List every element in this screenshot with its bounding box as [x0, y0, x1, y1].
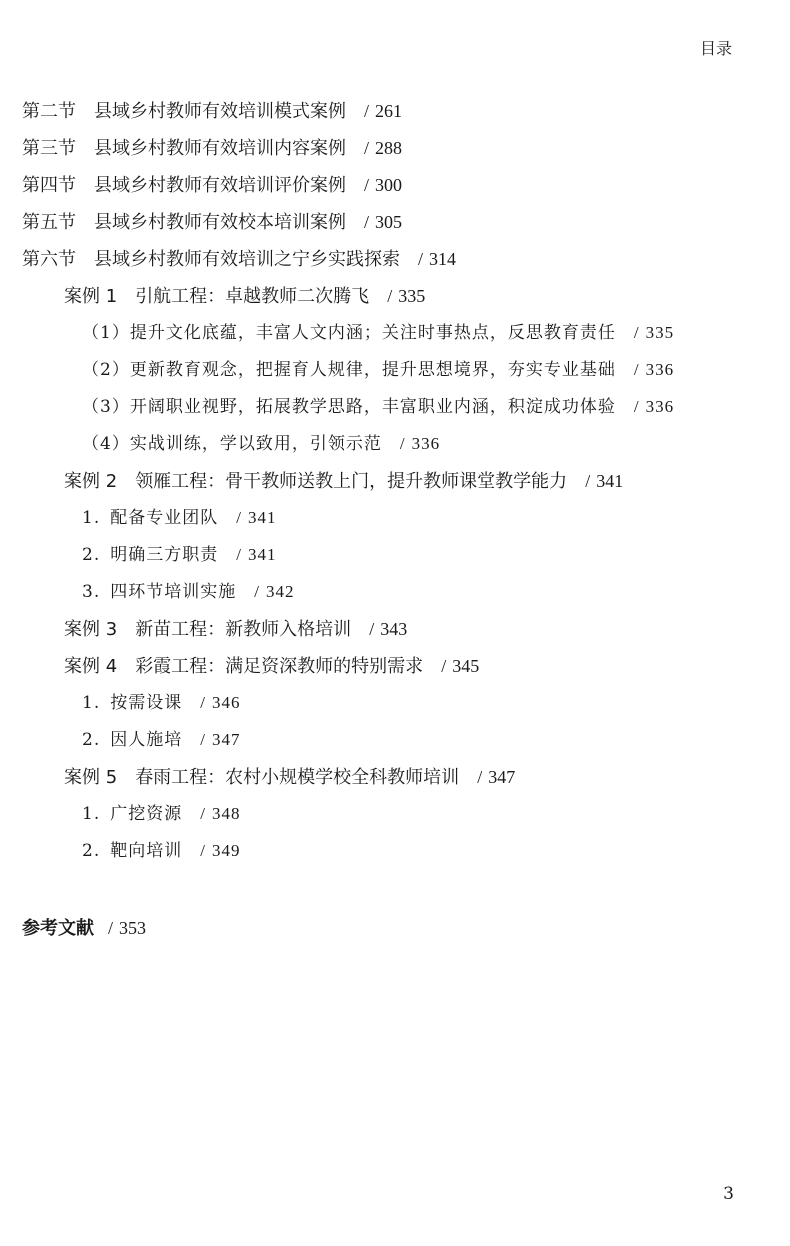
case-title: 新苗工程：新教师入格培训 — [135, 619, 352, 640]
toc-section-2[interactable] — [22, 98, 402, 125]
slash: / — [364, 101, 370, 121]
case-title: 彩霞工程：满足资深教师的特别需求 — [135, 656, 424, 677]
slash: / — [633, 323, 640, 342]
running-head: 目录 — [699, 39, 732, 58]
slash: / — [399, 434, 406, 453]
toc-case-4[interactable] — [64, 653, 479, 680]
section-title: 县域乡村教师有效校本培训案例 — [94, 212, 346, 233]
section-title: 县域乡村教师有效培训之宁乡实践探索 — [94, 249, 400, 270]
toc-item[interactable] — [82, 801, 240, 827]
section-title: 县域乡村教师有效培训评价案例 — [94, 175, 346, 196]
item-title: 广挖资源 — [110, 804, 183, 824]
item-number: 1. — [82, 508, 101, 528]
item-number: （3） — [82, 397, 130, 417]
page-ref: 346 — [211, 693, 241, 712]
section-label: 第五节 — [22, 212, 76, 233]
section-label: 第四节 — [22, 175, 76, 196]
page-ref: 336 — [645, 397, 675, 416]
toc-item[interactable] — [82, 431, 440, 457]
page-ref: 347 — [211, 730, 241, 749]
section-title: 县域乡村教师有效培训模式案例 — [94, 101, 346, 122]
toc-item[interactable] — [82, 690, 240, 716]
slash: / — [633, 397, 640, 416]
toc-item[interactable] — [82, 357, 674, 383]
item-number: 1. — [82, 693, 101, 713]
toc-references[interactable] — [22, 915, 146, 942]
page-number: 3 — [723, 1184, 734, 1204]
slash: / — [585, 471, 591, 491]
slash: / — [200, 841, 206, 860]
page-ref: 345 — [452, 656, 480, 676]
toc-item[interactable] — [82, 579, 294, 605]
case-label: 案例 3 — [64, 619, 118, 640]
slash: / — [418, 249, 424, 269]
item-number: 1. — [82, 804, 101, 824]
item-number: （1） — [82, 323, 130, 343]
toc-case-1[interactable] — [64, 283, 425, 310]
toc-case-3[interactable] — [64, 616, 407, 643]
page-ref: 288 — [375, 138, 403, 158]
page-ref: 342 — [265, 582, 295, 601]
case-title: 春雨工程：农村小规模学校全科教师培训 — [135, 767, 460, 788]
case-label: 案例 4 — [64, 656, 118, 677]
item-title: 更新教育观念，把握育人规律，提升思想境界，夯实专业基础 — [129, 360, 616, 380]
page-ref: 335 — [398, 286, 426, 306]
item-number: 2. — [82, 545, 101, 565]
item-title: 明确三方职责 — [110, 545, 219, 565]
page-ref: 314 — [429, 249, 457, 269]
toc-case-2[interactable] — [64, 468, 623, 495]
toc-section-6[interactable] — [22, 246, 456, 273]
slash: / — [387, 286, 393, 306]
case-title: 领雁工程：骨干教师送教上门，提升教师课堂教学能力 — [135, 471, 568, 492]
case-label: 案例 2 — [64, 471, 118, 492]
item-number: 2. — [82, 730, 101, 750]
item-title: 开阔职业视野，拓展教学思路，丰富职业内涵，积淀成功体验 — [129, 397, 616, 417]
page-ref: 336 — [411, 434, 441, 453]
slash: / — [200, 693, 206, 712]
item-title: 因人施培 — [110, 730, 183, 750]
page-ref: 349 — [211, 841, 241, 860]
slash: / — [254, 582, 260, 601]
slash: / — [477, 767, 483, 787]
toc-item[interactable] — [82, 505, 276, 531]
page-ref: 261 — [375, 101, 403, 121]
toc-section-3[interactable] — [22, 135, 402, 162]
section-label: 第三节 — [22, 138, 76, 159]
page-ref: 341 — [596, 471, 624, 491]
item-title: 靶向培训 — [110, 841, 183, 861]
page-ref: 348 — [211, 804, 241, 823]
slash: / — [200, 804, 206, 823]
toc-section-5[interactable] — [22, 209, 402, 236]
page-ref: 347 — [488, 767, 516, 787]
toc-item[interactable] — [82, 727, 240, 753]
section-title: 县域乡村教师有效培训内容案例 — [94, 138, 346, 159]
item-title: 实战训练，学以致用，引领示范 — [129, 434, 382, 454]
slash: / — [200, 730, 206, 749]
toc-section-4[interactable] — [22, 172, 402, 199]
slash: / — [364, 212, 370, 232]
item-title: 按需设课 — [110, 693, 183, 713]
item-number: （4） — [82, 434, 130, 454]
slash: / — [236, 508, 242, 527]
toc-item[interactable] — [82, 394, 674, 420]
case-label: 案例 1 — [64, 286, 118, 307]
slash: / — [364, 138, 370, 158]
slash: / — [108, 918, 114, 938]
case-label: 案例 5 — [64, 767, 118, 788]
toc-item[interactable] — [82, 320, 674, 346]
page-ref: 341 — [247, 508, 277, 527]
slash: / — [633, 360, 640, 379]
item-number: （2） — [82, 360, 130, 380]
toc-item[interactable] — [82, 838, 240, 864]
page-ref: 353 — [119, 918, 147, 938]
item-number: 2. — [82, 841, 101, 861]
toc-case-5[interactable] — [64, 764, 515, 791]
slash: / — [236, 545, 242, 564]
section-label: 第二节 — [22, 101, 76, 122]
slash: / — [364, 175, 370, 195]
slash: / — [441, 656, 447, 676]
item-title: 四环节培训实施 — [110, 582, 237, 602]
page-ref: 343 — [380, 619, 408, 639]
item-title: 提升文化底蕴，丰富人文内涵；关注时事热点，反思教育责任 — [129, 323, 616, 343]
case-title: 引航工程：卓越教师二次腾飞 — [135, 286, 370, 307]
page-ref: 336 — [645, 360, 675, 379]
page-ref: 300 — [375, 175, 403, 195]
page-ref: 335 — [645, 323, 675, 342]
page-ref: 341 — [247, 545, 277, 564]
slash: / — [369, 619, 375, 639]
item-title: 配备专业团队 — [110, 508, 219, 528]
item-number: 3. — [82, 582, 101, 602]
references-title: 参考文献 — [22, 918, 94, 939]
toc-item[interactable] — [82, 542, 276, 568]
section-label: 第六节 — [22, 249, 76, 270]
page-ref: 305 — [375, 212, 403, 232]
